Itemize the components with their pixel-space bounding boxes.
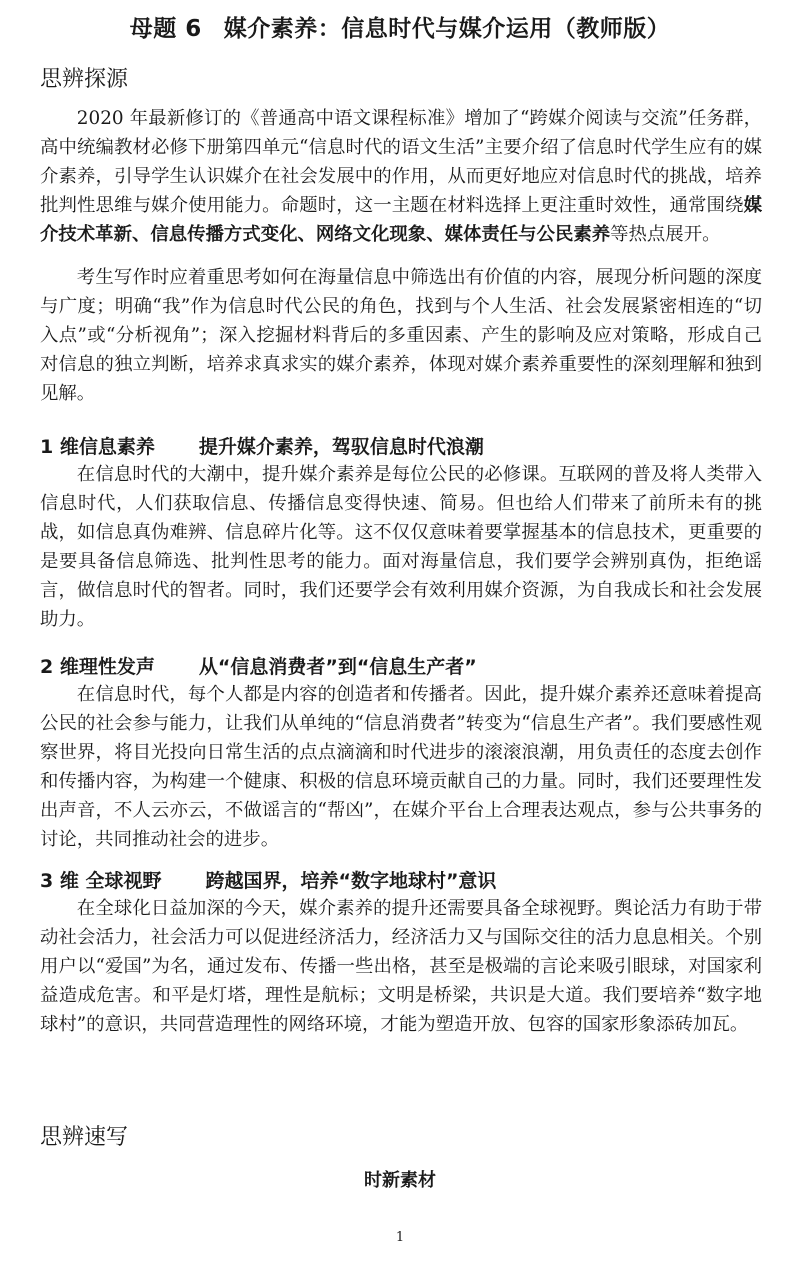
dimension-tagline: 提升媒介素养，驾驭信息时代浪潮 [198, 436, 484, 458]
dimension-tagline: 从“信息消费者”到“信息生产者” [198, 656, 477, 678]
dimension-text-2: 在信息时代，每个人都是内容的创造者和传播者。因此，提升媒介素养还意味着提高公民的社会参与能力，让我们从单纯的“信息消费者”转变为“信息生产者”。我们要感性观察世界，将目光投向日常生活的点点滴滴和时代进步的滚滚浪潮，用负责任的态度去创作和传播内容，为构建一个健康、积极的信息环境贡献自己的力量。同时，我们还要理性发出声音，不人云亦云，不做谣言的“帮凶”，在媒介平台上合理表达观点，参与公共事务的讨论，共同推动社会的进步。 [40, 684, 762, 850]
subheading-new-materials: 时新素材 [364, 1170, 436, 1191]
dimension-tagline: 跨越国界，培养“数字地球村”意识 [205, 870, 497, 892]
dimension-label: 1 维信息素养 [40, 436, 155, 458]
dimension-heading-1 [40, 432, 484, 459]
dimension-label: 2 维理性发声 [40, 656, 155, 678]
title-topic-number: 母题 6 [129, 16, 202, 42]
guidance-paragraph: 考生写作时应着重思考如何在海量信息中筛选出有价值的内容，展现分析问题的深度与广度；明确“我”作为信息时代公民的角色，找到与个人生活、社会发展紧密相连的“切入点”或“分析视角”；深入挖掘材料背后的多重因素、产生的影响及应对策略，形成自己对信息的独立判断，培养求真求实的媒介素养，体现对媒介素养重要性的深刻理解和独到见解。 [40, 267, 762, 404]
dimension-text-1: 在信息时代的大潮中，提升媒介素养是每位公民的必修课。互联网的普及将人类带入信息时代，人们获取信息、传播信息变得快速、简易。但也给人们带来了前所未有的挑战，如信息真伪难辨、信息碎片化等。这不仅仅意味着要掌握基本的信息技术，更重要的是要具备信息筛选、批判性思考的能力。面对海量信息，我们要学会辨别真伪，拒绝谣言，做信息时代的智者。同时，我们还要学会有效利用媒介资源，为自我成长和社会发展助力。 [40, 464, 762, 630]
intro-text-end: 等热点展开。 [610, 224, 721, 245]
page-title [0, 10, 800, 43]
dimension-label: 3 维 全球视野 [40, 870, 162, 892]
dimension-text-3: 在全球化日益加深的今天，媒介素养的提升还需要具备全球视野。舆论活力有助于带动社会活力，社会活力可以促进经济活力，经济活力又与国际交往的活力息息相关。个别用户以“爱国”为名，通过发布、传播一些出格，甚至是极端的言论来吸引眼球，对国家利益造成危害。和平是灯塔，理性是航标；文明是桥梁，共识是大道。我们要培养“数字地球村”的意识，共同营造理性的网络环境，才能为塑造开放、包容的国家形象添砖加瓦。 [40, 898, 762, 1035]
dimension-heading-2 [40, 652, 477, 679]
intro-bold-topics: 媒介技术革新、信息传播方式变化、网络文化现象、媒体责任与公民素养 [40, 195, 762, 245]
intro-text: 2020 年最新修订的《普通高中语文课程标准》增加了“跨媒介阅读与交流”任务群，高中统编教材必修下册第四单元“信息时代的语文生活”主要介绍了信息时代学生应有的媒介素养，引导学生认识媒介在社会发展中的作用，从而更好地应对信息时代的挑战，培养批判性思维与媒介使用能力。命题时，这一主题在材料选择上更注重时效性，通常围绕 [40, 108, 762, 216]
page-number: 1 [395, 1230, 405, 1245]
dimension-heading-3 [40, 866, 496, 893]
section-heading-origin: 思辨探源 [40, 67, 129, 92]
title-topic-name: 媒介素养：信息时代与媒介运用（教师版） [223, 16, 671, 42]
intro-paragraph [40, 104, 762, 249]
section-heading-writing: 思辨速写 [40, 1125, 129, 1150]
